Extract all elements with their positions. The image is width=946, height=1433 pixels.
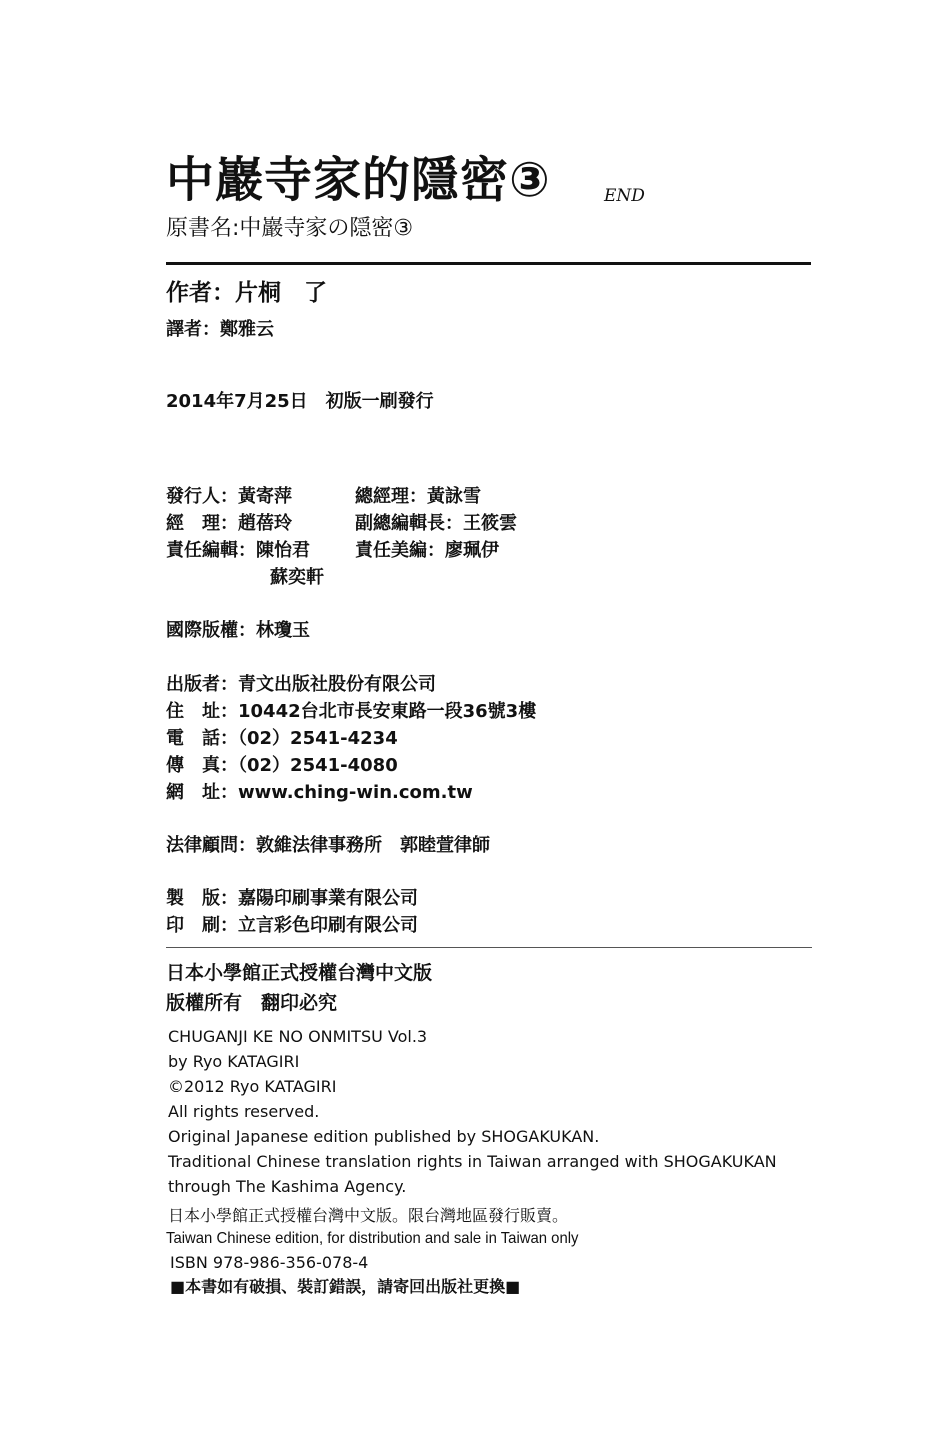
taiwan-only-en: Taiwan Chinese edition, for distribution and sale in Taiwan only (166, 1230, 579, 1247)
en-line-3: ©2012 Ryo KATAGIRI (168, 1077, 337, 1096)
authorized-edition: 日本小學館正式授權台灣中文版 (166, 962, 433, 984)
address: 住 址：10442台北市長安東路一段36號3樓 (166, 701, 537, 722)
en-line-7: through The Kashima Agency. (168, 1177, 407, 1196)
art-editor: 責任美編：廖珮伊 (355, 540, 499, 561)
publisher-name: 出版者：青文出版社股份有限公司 (166, 674, 436, 695)
divider-thin (166, 947, 812, 948)
end-mark: END (604, 186, 645, 206)
publisher-person: 發行人：黃寄萍 (166, 486, 292, 507)
rights-reserved: 版權所有 翻印必究 (166, 992, 338, 1014)
original-title: 原書名:中巖寺家の隠密③ (166, 216, 414, 241)
isbn: ISBN 978-986-356-078-4 (170, 1253, 369, 1272)
phone: 電 話：（02）2541-4234 (166, 728, 398, 749)
translator-line: 譯者：鄭雅云 (166, 319, 274, 340)
plate-making: 製 版：嘉陽印刷事業有限公司 (166, 888, 418, 909)
en-line-6: Traditional Chinese translation rights in Taiwan arranged with SHOGAKUKAN (168, 1152, 777, 1171)
book-title: 中巖寺家的隱密③ (166, 152, 551, 208)
en-line-2: by Ryo KATAGIRI (168, 1052, 300, 1071)
editor: 責任編輯：陳怡君 (166, 540, 310, 561)
taiwan-only-cjk: 日本小學館正式授權台灣中文版。限台灣地區發行販賣。 (168, 1206, 569, 1225)
editor-2: 蘇奕軒 (270, 567, 324, 588)
deputy-editor: 副總編輯長：王筱雲 (355, 513, 517, 534)
divider-thick (166, 262, 811, 265)
website: 網 址：www.ching-win.com.tw (166, 782, 473, 803)
rights-manager: 國際版權：林瓊玉 (166, 620, 310, 641)
legal-counsel: 法律顧問：敦維法律事務所 郭睦萱律師 (166, 835, 490, 856)
printing: 印 刷：立言彩色印刷有限公司 (166, 915, 418, 936)
en-line-1: CHUGANJI KE NO ONMITSU Vol.3 (168, 1027, 428, 1046)
general-manager: 總經理：黃詠雪 (355, 486, 481, 507)
manager: 經 理：趙蓓玲 (166, 513, 292, 534)
publish-date: 2014年7月25日 初版一刷發行 (166, 391, 434, 412)
en-line-4: All rights reserved. (168, 1102, 320, 1121)
author-line: 作者：片桐 了 (166, 280, 327, 306)
en-line-5: Original Japanese edition published by SHOGAKUKAN. (168, 1127, 600, 1146)
damage-notice: ■本書如有破損、裝訂錯誤，請寄回出版社更換■ (170, 1277, 521, 1296)
fax: 傳 真：（02）2541-4080 (166, 755, 398, 776)
